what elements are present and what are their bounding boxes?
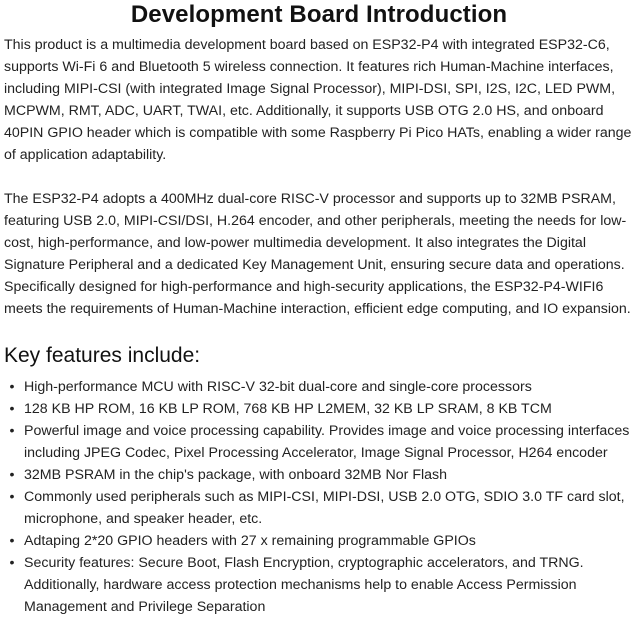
feature-text: High-performance MCU with RISC-V 32-bit dual-core and single-core processors [24,379,532,395]
feature-item-peripherals [4,486,634,530]
feature-text: 32MB PSRAM in the chip's package, with onboard 32MB Nor Flash [24,467,448,483]
feature-text: Powerful image and voice processing capability. Provides image and voice processing interfaces including JPEG Codec, Pixel Processing Accelerator, Image Signal Processor, H264 encoder [24,423,630,461]
feature-text: 128 KB HP ROM, 16 KB LP ROM, 768 KB HP L2MEM, 32 KB LP SRAM, 8 KB TCM [24,401,552,417]
page-title: Development Board Introduction [130,1,508,28]
feature-item-media [4,420,634,464]
processor-paragraph: The ESP32-P4 adopts a 400MHz dual-core RISC-V processor and supports up to 32MB PSRAM, featuring USB 2.0, MIPI-CSI/DSI, H.264 encoder, and other peripherals, meeting the needs for low-cost, high-performance, and low-power multimedia development. It also integrates the Digital Signature Peripheral and a dedicated Key Management Unit, ensuring secure data and operations. Specifically designed for high-performance and high-security applications, the ESP32-P4-WIFI6 meets the requirements of Human-Machine interaction, efficient edge computing, and IO expansion. [4,191,631,317]
bullet-icon: • [9,489,15,505]
intro-paragraph: This product is a multimedia development board based on ESP32-P4 with integrated ESP32-C6, supports Wi-Fi 6 and Bluetooth 5 wireless connection. It features rich Human-Machine interfaces, including MIPI-CSI (with integrated Image Signal Processor), MIPI-DSI, SPI, I2S, I2C, LED PWM, MCPWM, RMT, ADC, UART, TWAI, etc. Additionally, it supports USB OTG 2.0 HS, and onboard 40PIN GPIO header which is compatible with some Raspberry Pi Pico HATs, enabling a wider range of application adaptability. [4,37,632,163]
bullet-icon: • [9,379,15,395]
feature-item-security [4,552,634,618]
bullet-icon: • [9,555,15,571]
feature-item-psram [4,464,634,486]
bullet-icon: • [9,423,15,439]
feature-item-gpio [4,530,634,552]
feature-text: Commonly used peripherals such as MIPI-CSI, MIPI-DSI, USB 2.0 OTG, SDIO 3.0 TF card slot, microphone, and speaker header, etc. [24,489,625,527]
feature-item-mcu [4,376,634,398]
bullet-icon: • [9,467,15,483]
features-heading: Key features include: [4,344,201,367]
feature-text: Adtaping 2*20 GPIO headers with 27 x remaining programmable GPIOs [24,533,476,549]
feature-item-memory [4,398,634,420]
feature-text: Security features: Secure Boot, Flash Encryption, cryptographic accelerators, and TRNG. Additionally, hardware access protection mechanisms help to enable Access Permission Management and Privilege Separation [24,555,584,615]
bullet-icon: • [9,533,15,549]
features-list [4,376,634,618]
bullet-icon: • [9,401,15,417]
